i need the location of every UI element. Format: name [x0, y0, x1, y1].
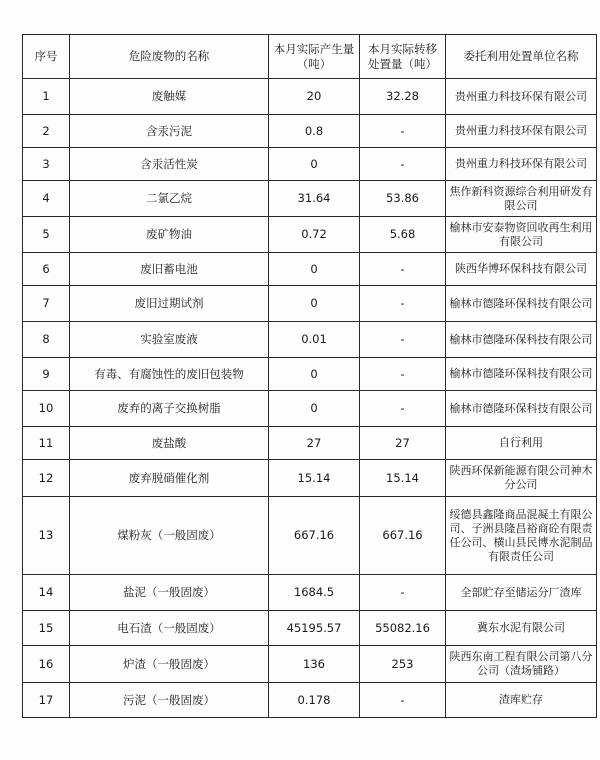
cell-waste-name: 废旧蓄电池: [70, 253, 269, 286]
table-row: [23, 611, 597, 646]
cell-disposal-unit: 陕西环保新能源有限公司神木分公司: [446, 460, 597, 497]
cell-serial-number: 1: [23, 79, 70, 115]
cell-disposal-unit: 榆林市德隆环保科技有限公司: [446, 286, 597, 322]
cell-disposal-unit: 贵州重力科技环保有限公司: [446, 79, 597, 115]
cell-serial-number: 4: [23, 181, 70, 217]
cell-waste-name: 废盐酸: [70, 427, 269, 460]
table-row: [23, 217, 597, 253]
hazardous-waste-table: [22, 34, 597, 718]
cell-produced-amount: 27: [269, 427, 360, 460]
header-row: [23, 35, 597, 79]
cell-transferred-amount: -: [360, 575, 446, 611]
cell-disposal-unit: 全部贮存至储运分厂渣库: [446, 575, 597, 611]
cell-waste-name: 实验室废液: [70, 322, 269, 358]
cell-transferred-amount: -: [360, 286, 446, 322]
cell-produced-amount: 0.01: [269, 322, 360, 358]
cell-disposal-unit: 陕西东南工程有限公司第八分公司（渣场铺路）: [446, 646, 597, 683]
cell-serial-number: 16: [23, 646, 70, 683]
cell-transferred-amount: -: [360, 322, 446, 358]
cell-waste-name: 污泥（一般固废）: [70, 683, 269, 718]
cell-disposal-unit: 榆林市德隆环保科技有限公司: [446, 322, 597, 358]
cell-waste-name: 废弃的离子交换树脂: [70, 391, 269, 427]
table-row: [23, 646, 597, 683]
cell-produced-amount: 15.14: [269, 460, 360, 497]
cell-disposal-unit: 榆林市安泰物资回收再生利用有限公司: [446, 217, 597, 253]
cell-waste-name: 二氯乙烷: [70, 181, 269, 217]
table-row: [23, 253, 597, 286]
cell-waste-name: 炉渣（一般固废）: [70, 646, 269, 683]
cell-transferred-amount: 667.16: [360, 497, 446, 575]
cell-serial-number: 8: [23, 322, 70, 358]
cell-disposal-unit: 冀东水泥有限公司: [446, 611, 597, 646]
cell-waste-name: 含汞污泥: [70, 115, 269, 148]
cell-transferred-amount: -: [360, 253, 446, 286]
cell-produced-amount: 136: [269, 646, 360, 683]
cell-transferred-amount: 53.86: [360, 181, 446, 217]
cell-produced-amount: 0: [269, 391, 360, 427]
cell-waste-name: 废旧过期试剂: [70, 286, 269, 322]
cell-disposal-unit: 陕西华博环保科技有限公司: [446, 253, 597, 286]
cell-waste-name: 煤粉灰（一般固废）: [70, 497, 269, 575]
cell-transferred-amount: -: [360, 683, 446, 718]
cell-disposal-unit: 绥德县鑫隆商品混凝土有限公司、子洲县隆昌裕商砼有限责任公司、横山县民博水泥制品有限责任公司: [446, 497, 597, 575]
cell-transferred-amount: -: [360, 148, 446, 181]
cell-produced-amount: 0.72: [269, 217, 360, 253]
cell-produced-amount: 0.8: [269, 115, 360, 148]
table-row: [23, 115, 597, 148]
cell-waste-name: 废触媒: [70, 79, 269, 115]
cell-produced-amount: 45195.57: [269, 611, 360, 646]
cell-waste-name: 电石渣（一般固废）: [70, 611, 269, 646]
cell-produced-amount: 0: [269, 286, 360, 322]
cell-serial-number: 7: [23, 286, 70, 322]
cell-serial-number: 12: [23, 460, 70, 497]
cell-serial-number: 11: [23, 427, 70, 460]
cell-serial-number: 2: [23, 115, 70, 148]
cell-transferred-amount: 27: [360, 427, 446, 460]
cell-produced-amount: 0: [269, 253, 360, 286]
table-row: [23, 148, 597, 181]
cell-disposal-unit: 榆林市德隆环保科技有限公司: [446, 391, 597, 427]
cell-serial-number: 13: [23, 497, 70, 575]
cell-serial-number: 15: [23, 611, 70, 646]
table-row: [23, 79, 597, 115]
cell-disposal-unit: 自行利用: [446, 427, 597, 460]
table-body: [23, 79, 597, 718]
cell-waste-name: 有毒、有腐蚀性的废旧包装物: [70, 358, 269, 391]
cell-disposal-unit: 榆林市德隆环保科技有限公司: [446, 358, 597, 391]
cell-waste-name: 废弃脱硝催化剂: [70, 460, 269, 497]
table-row: [23, 427, 597, 460]
cell-waste-name: 含汞活性炭: [70, 148, 269, 181]
cell-produced-amount: 31.64: [269, 181, 360, 217]
header-produced-amount: 本月实际产生量（吨）: [269, 35, 360, 79]
cell-disposal-unit: 焦作新科资源综合利用研发有限公司: [446, 181, 597, 217]
cell-transferred-amount: 55082.16: [360, 611, 446, 646]
cell-produced-amount: 1684.5: [269, 575, 360, 611]
cell-produced-amount: 667.16: [269, 497, 360, 575]
cell-transferred-amount: -: [360, 115, 446, 148]
cell-transferred-amount: -: [360, 358, 446, 391]
cell-transferred-amount: -: [360, 391, 446, 427]
table-row: [23, 391, 597, 427]
cell-disposal-unit: 贵州重力科技环保有限公司: [446, 115, 597, 148]
cell-produced-amount: 20: [269, 79, 360, 115]
cell-serial-number: 17: [23, 683, 70, 718]
table-row: [23, 497, 597, 575]
cell-transferred-amount: 32.28: [360, 79, 446, 115]
cell-waste-name: 废矿物油: [70, 217, 269, 253]
table-row: [23, 286, 597, 322]
cell-transferred-amount: 15.14: [360, 460, 446, 497]
cell-produced-amount: 0.178: [269, 683, 360, 718]
cell-serial-number: 14: [23, 575, 70, 611]
cell-serial-number: 10: [23, 391, 70, 427]
header-transferred-amount: 本月实际转移处置量（吨）: [360, 35, 446, 79]
cell-transferred-amount: 253: [360, 646, 446, 683]
table-row: [23, 460, 597, 497]
cell-serial-number: 9: [23, 358, 70, 391]
table-row: [23, 683, 597, 718]
table-row: [23, 322, 597, 358]
cell-serial-number: 3: [23, 148, 70, 181]
cell-transferred-amount: 5.68: [360, 217, 446, 253]
cell-produced-amount: 0: [269, 358, 360, 391]
cell-waste-name: 盐泥（一般固废）: [70, 575, 269, 611]
table-row: [23, 358, 597, 391]
cell-disposal-unit: 渣库贮存: [446, 683, 597, 718]
cell-produced-amount: 0: [269, 148, 360, 181]
header-serial-number: 序号: [23, 35, 70, 79]
header-waste-name: 危险废物的名称: [70, 35, 269, 79]
table-row: [23, 575, 597, 611]
table-row: [23, 181, 597, 217]
cell-serial-number: 6: [23, 253, 70, 286]
header-disposal-unit: 委托利用处置单位名称: [446, 35, 597, 79]
cell-serial-number: 5: [23, 217, 70, 253]
cell-disposal-unit: 贵州重力科技环保有限公司: [446, 148, 597, 181]
